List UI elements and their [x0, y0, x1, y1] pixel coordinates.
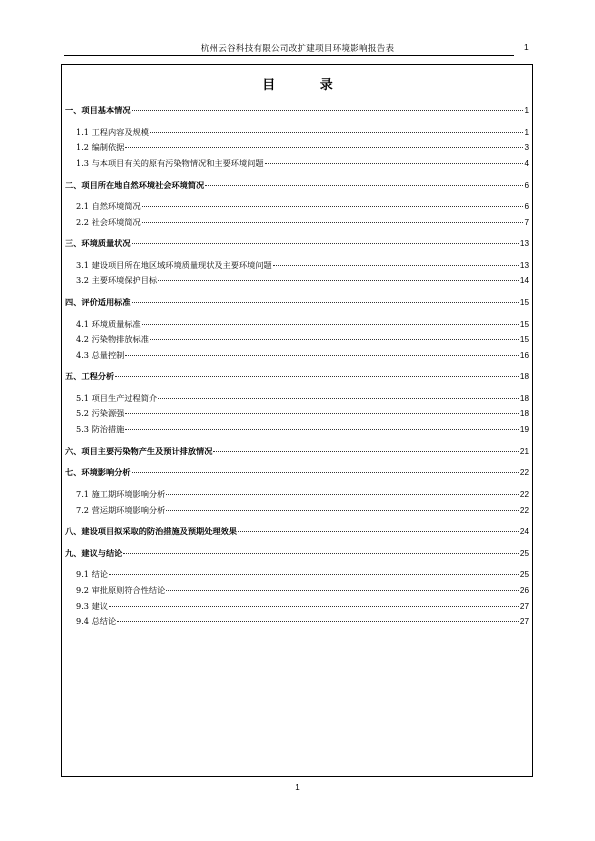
toc-chapter-entry[interactable] — [65, 548, 529, 559]
toc-entry-page: 6 — [524, 181, 529, 190]
toc-entry-label: 9.1 结论 — [76, 569, 108, 579]
toc-leader-dots — [213, 451, 519, 452]
toc-entry-page: 22 — [519, 506, 529, 515]
toc-entry-page: 1 — [524, 106, 529, 115]
toc-entry-page: 1 — [524, 128, 529, 137]
toc-leader-dots — [265, 163, 524, 164]
toc-leader-dots — [123, 553, 519, 554]
toc-entry-page: 13 — [519, 239, 529, 248]
toc-entry-page: 3 — [524, 143, 529, 152]
toc-chapter-entry[interactable] — [65, 297, 529, 308]
toc-entry-page: 15 — [519, 320, 529, 329]
toc-section-entry[interactable] — [76, 127, 529, 138]
toc-entry-label: 5.1 项目生产过程简介 — [76, 393, 158, 403]
toc-entry-label: 5.2 污染源强 — [76, 408, 125, 418]
toc-entry-label: 六、项目主要污染物产生及预计排放情况 — [65, 446, 213, 456]
toc-leader-dots — [238, 531, 519, 532]
toc-entry-label: 9.2 审批原则符合性结论 — [76, 585, 166, 595]
toc-entry-page: 19 — [519, 425, 529, 434]
toc-section-entry[interactable] — [76, 334, 529, 345]
toc-entry-label: 一、项目基本情况 — [65, 105, 131, 115]
toc-entry-label: 九、建议与结论 — [65, 548, 123, 558]
toc-leader-dots — [109, 606, 519, 607]
toc-leader-dots — [117, 621, 519, 622]
toc-leader-dots — [115, 376, 519, 377]
toc-entry-page: 22 — [519, 490, 529, 499]
toc-title: 目 录 — [262, 78, 353, 93]
toc-entry-label: 1.2 编制依据 — [76, 142, 125, 152]
toc-entry-label: 7.1 施工期环境影响分析 — [76, 489, 166, 499]
toc-entry-label: 五、工程分析 — [65, 371, 115, 381]
toc-entry-page: 18 — [519, 409, 529, 418]
toc-entry-label: 3.1 建设项目所在地区域环境质量现状及主要环境问题 — [76, 260, 272, 270]
toc-section-entry[interactable] — [76, 319, 529, 330]
toc-leader-dots — [132, 302, 519, 303]
toc-section-entry[interactable] — [76, 350, 529, 361]
toc-leader-dots — [125, 355, 519, 356]
toc-entry-page: 21 — [519, 447, 529, 456]
toc-entry-label: 三、环境质量状况 — [65, 238, 131, 248]
toc-entry-label: 八、建设项目拟采取的防治措施及预期处理效果 — [65, 526, 237, 536]
toc-chapter-entry[interactable] — [65, 238, 529, 249]
toc-chapter-entry[interactable] — [65, 371, 529, 382]
toc-entry-label: 4.3 总量控制 — [76, 350, 125, 360]
toc-section-entry[interactable] — [76, 505, 529, 516]
toc-section-entry[interactable] — [76, 142, 529, 153]
toc-entry-label: 二、项目所在地自然环境社会环境简况 — [65, 180, 205, 190]
toc-entry-page: 4 — [524, 159, 529, 168]
toc-leader-dots — [125, 429, 519, 430]
toc-entry-page: 18 — [519, 372, 529, 381]
toc-entry-label: 9.3 建议 — [76, 601, 108, 611]
toc-section-entry[interactable] — [76, 393, 529, 404]
toc-section-entry[interactable] — [76, 217, 529, 228]
toc-entry-label: 1.1 工程内容及规模 — [76, 127, 149, 137]
toc-entry-page: 25 — [519, 549, 529, 558]
toc-leader-dots — [166, 494, 519, 495]
toc-entry-page: 25 — [519, 570, 529, 579]
toc-leader-dots — [125, 413, 519, 414]
toc-leader-dots — [150, 132, 524, 133]
toc-entry-page: 24 — [519, 527, 529, 536]
toc-section-entry[interactable] — [76, 158, 529, 169]
running-header-title: 杭州云谷科技有限公司改扩建项目环境影响报告表 — [200, 44, 395, 54]
toc-entry-label: 9.4 总结论 — [76, 616, 117, 626]
running-header-page-number: 1 — [524, 42, 529, 52]
toc-entry-page: 26 — [519, 586, 529, 595]
toc-leader-dots — [205, 185, 523, 186]
toc-leader-dots — [158, 280, 519, 281]
toc-leader-dots — [142, 206, 524, 207]
toc-entry-page: 6 — [524, 202, 529, 211]
toc-chapter-entry[interactable] — [65, 526, 529, 537]
toc-entry-page: 7 — [524, 218, 529, 227]
toc-section-entry[interactable] — [76, 585, 529, 596]
toc-entry-page: 15 — [519, 298, 529, 307]
toc-section-entry[interactable] — [76, 601, 529, 612]
toc-entry-label: 5.3 防治措施 — [76, 424, 125, 434]
toc-chapter-entry[interactable] — [65, 105, 529, 116]
toc-entry-label: 7.2 营运期环境影响分析 — [76, 505, 166, 515]
toc-entry-label: 4.2 污染物排放标准 — [76, 334, 149, 344]
toc-chapter-entry[interactable] — [65, 446, 529, 457]
toc-chapter-entry[interactable] — [65, 180, 529, 191]
toc-entry-page: 13 — [519, 261, 529, 270]
toc-entry-page: 14 — [519, 276, 529, 285]
toc-section-entry[interactable] — [76, 424, 529, 435]
toc-section-entry[interactable] — [76, 201, 529, 212]
toc-leader-dots — [273, 265, 519, 266]
toc-entry-page: 27 — [519, 617, 529, 626]
toc-section-entry[interactable] — [76, 408, 529, 419]
footer-page-number: 1 — [295, 783, 300, 792]
toc-leader-dots — [109, 574, 519, 575]
toc-entry-page: 27 — [519, 602, 529, 611]
toc-leader-dots — [142, 324, 519, 325]
toc-entry-label: 1.3 与本项目有关的原有污染物情况和主要环境问题 — [76, 158, 264, 168]
toc-entry-page: 15 — [519, 335, 529, 344]
toc-section-entry[interactable] — [76, 569, 529, 580]
toc-section-entry[interactable] — [76, 489, 529, 500]
toc-leader-dots — [150, 339, 519, 340]
toc-section-entry[interactable] — [76, 616, 529, 627]
toc-leader-dots — [142, 222, 524, 223]
toc-entry-label: 四、评价适用标准 — [65, 297, 131, 307]
toc-entry-page: 16 — [519, 351, 529, 360]
toc-entry-label: 2.1 自然环境简况 — [76, 201, 141, 211]
toc-entry-label: 七、环境影响分析 — [65, 467, 131, 477]
toc-leader-dots — [132, 243, 519, 244]
toc-leader-dots — [132, 472, 519, 473]
toc-chapter-entry[interactable] — [65, 467, 529, 478]
toc-entry-label: 2.2 社会环境简况 — [76, 217, 141, 227]
toc-leader-dots — [132, 110, 524, 111]
toc-leader-dots — [166, 590, 519, 591]
toc-entry-page: 18 — [519, 394, 529, 403]
toc-leader-dots — [125, 147, 523, 148]
toc-entry-label: 3.2 主要环境保护目标 — [76, 275, 158, 285]
toc-leader-dots — [158, 398, 519, 399]
toc-section-entry[interactable] — [76, 260, 529, 271]
toc-entry-page: 22 — [519, 468, 529, 477]
toc-section-entry[interactable] — [76, 275, 529, 286]
toc-entry-label: 4.1 环境质量标准 — [76, 319, 141, 329]
toc-leader-dots — [166, 510, 519, 511]
